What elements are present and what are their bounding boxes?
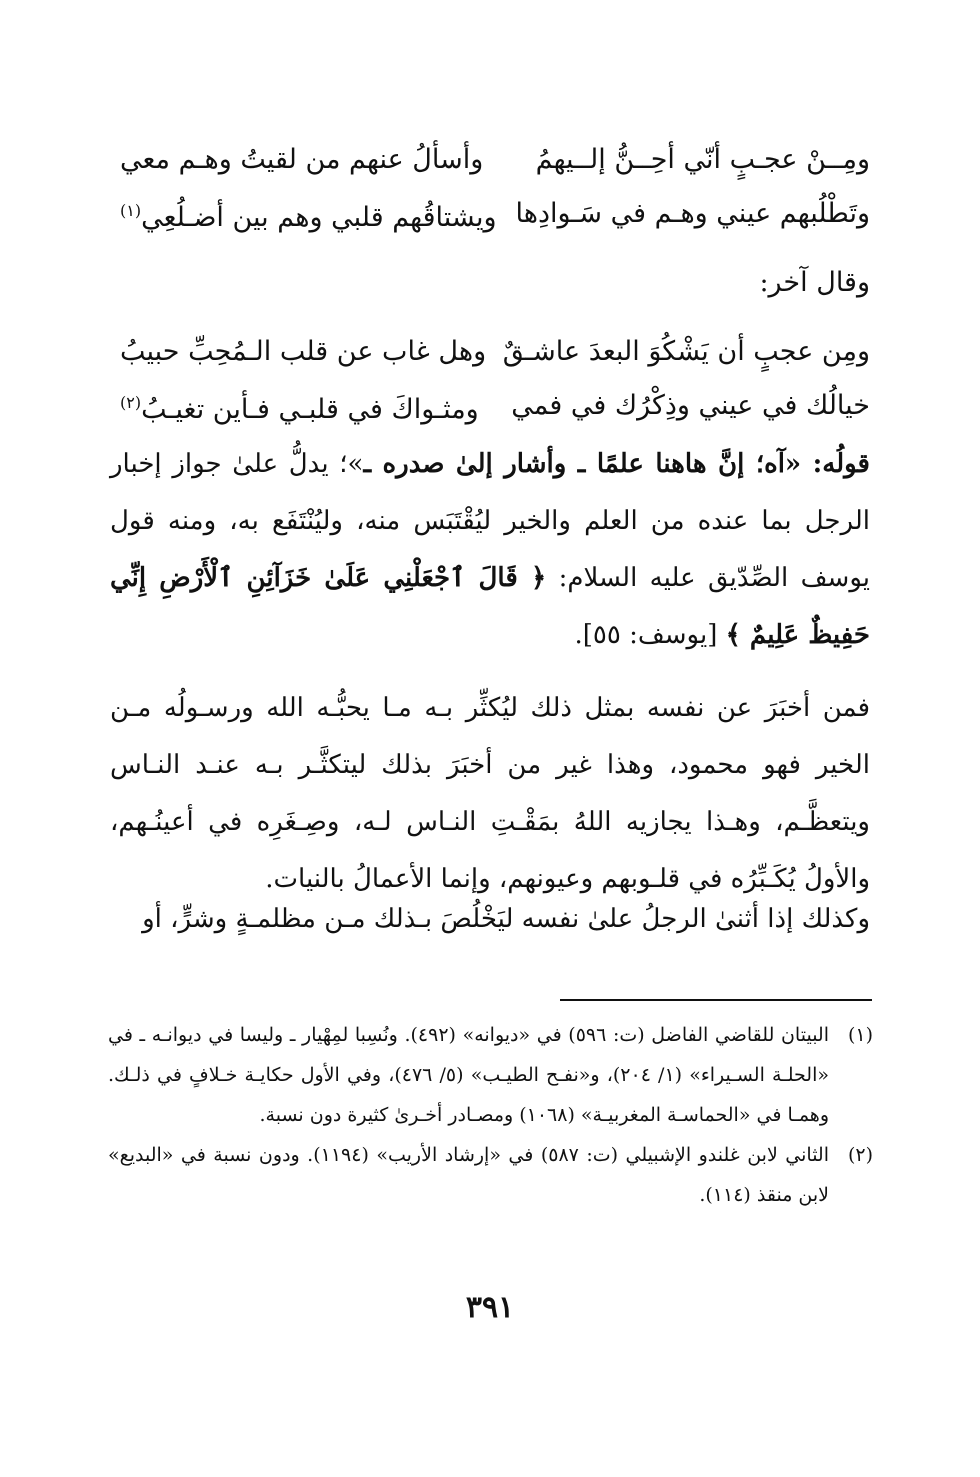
hemistich-right: وتَطْلُبهم عيني وهـم في سَـوادِها xyxy=(515,198,870,229)
hemistich-right: خيالُك في عيني وذِكْرُك في فمي xyxy=(511,390,870,421)
footnotes xyxy=(108,1015,873,1215)
footnote-marker[interactable]: (١) xyxy=(120,200,142,220)
hemistich-text: ويشتاقُهم قلبي وهم بين أضـلُعِي xyxy=(141,201,497,233)
verse-reference: [يوسف: ٥٥]. xyxy=(574,620,726,650)
verse-row xyxy=(120,187,870,241)
quoted-text: إنَّ هاهنا علمًا ـ وأشار إلىٰ صدره ـ xyxy=(363,449,745,479)
footnote-marker[interactable]: (٢) xyxy=(120,392,142,412)
verse-row xyxy=(120,133,870,187)
quote-prefix: قولُه: «آه؛ xyxy=(744,449,870,479)
hemistich-left: وهل غاب عن قلب الـمُحِبِّ حبيبُ xyxy=(120,336,487,367)
verse-row xyxy=(120,379,870,433)
poem-first xyxy=(120,133,870,241)
paragraph-body: »؛ يدلُّ علىٰ جواز إخبار الرجل بما عنده من العلم والخير ليُقْتَبَس منه، وليُنْتَفَع به، ومنه قول يوسف الصِّدّيق عليه السلام: xyxy=(110,449,871,593)
paragraph-commentary xyxy=(110,436,920,664)
footnote-number: (١) xyxy=(847,1024,873,1046)
poem-second xyxy=(120,325,870,433)
hemistich-right: ومِــنْ عجـبٍ أنّي أحِــنُّ إلــيهمُ xyxy=(535,144,870,175)
footnote-text: الثاني لابن غلندو الإشبيلي (ت: ٥٨٧) في «إرشاد الأريب» (١١٩٤). ودون نسبة في «البديع» لابن منقذ (١١٤). xyxy=(108,1144,829,1206)
page-number: ٣٩١ xyxy=(465,1290,515,1325)
quran-verse: ﴿ قَالَ ٱجْعَلْنِي عَلَىٰ خَزَآئِنِ ٱلْأَرْضِ إِنِّي حَفِيظٌ عَلِيمٌ ﴾ xyxy=(110,563,870,650)
footnote-number: (٢) xyxy=(847,1144,873,1166)
hemistich-left xyxy=(120,376,479,437)
poem-intro: وقال آخر: xyxy=(759,267,870,298)
hemistich-left xyxy=(120,184,497,245)
footnote xyxy=(108,1015,873,1135)
footnote-text: البيتان للقاضي الفاضل (ت: ٥٩٦) في «ديوانه» (٤٩٢). ونُسِبا لمِهْيار ـ وليسا في ديوانـه ـ في «الحلـة السـيراء» (١/ ٢٠٤)، و«نفـح الطيـب» (٥/ ٤٧٦)، وفي الأول حكايـة خـلافٍ في ذلـك. وهمـا في «الحماسـة المغربيـة» (١٠٦٨) ومصـادر أخـرىٰ كثيرة دون نسبة. xyxy=(108,1024,829,1126)
footnote xyxy=(108,1135,873,1215)
hemistich-text: ومثـواكَ في قلبـي فـأين تغيـبُ xyxy=(141,393,479,425)
footnote-separator xyxy=(560,999,872,1001)
hemistich-right: ومِن عجبٍ أن يَشْكُوَ البعدَ عاشـقٌ xyxy=(502,336,870,367)
verse-row xyxy=(120,325,870,379)
paragraph-body: فمن أخبَرَ عن نفسه بمثل ذلك ليُكثِّر بـه مـا يحبُّـه الله ورسـولُه مـن الخير فهو محمود، وهذا غير من أخبَرَ بذلك ليتكثَّـر بـه عنـد النـاس ويتعظَّـم، وهـذا يجازيه اللهُ بمَقْـتِ النـاس لـه، وصِـغَرِه في أعينُـهم، والأولُ يُكَـبِّرُه في قلـوبهم وعيونهم، وإنما الأعمالُ بالنيات. xyxy=(110,693,870,894)
paragraph-body: وكذلك إذا أثنىٰ الرجلُ علىٰ نفسه ليَخْلُصَ بـذلك مـن مظلمـةٍ وشرٍّ، أو xyxy=(142,904,870,934)
hemistich-left: وأسألُ عنهم من لقيتُ وهـم معي xyxy=(120,144,484,175)
